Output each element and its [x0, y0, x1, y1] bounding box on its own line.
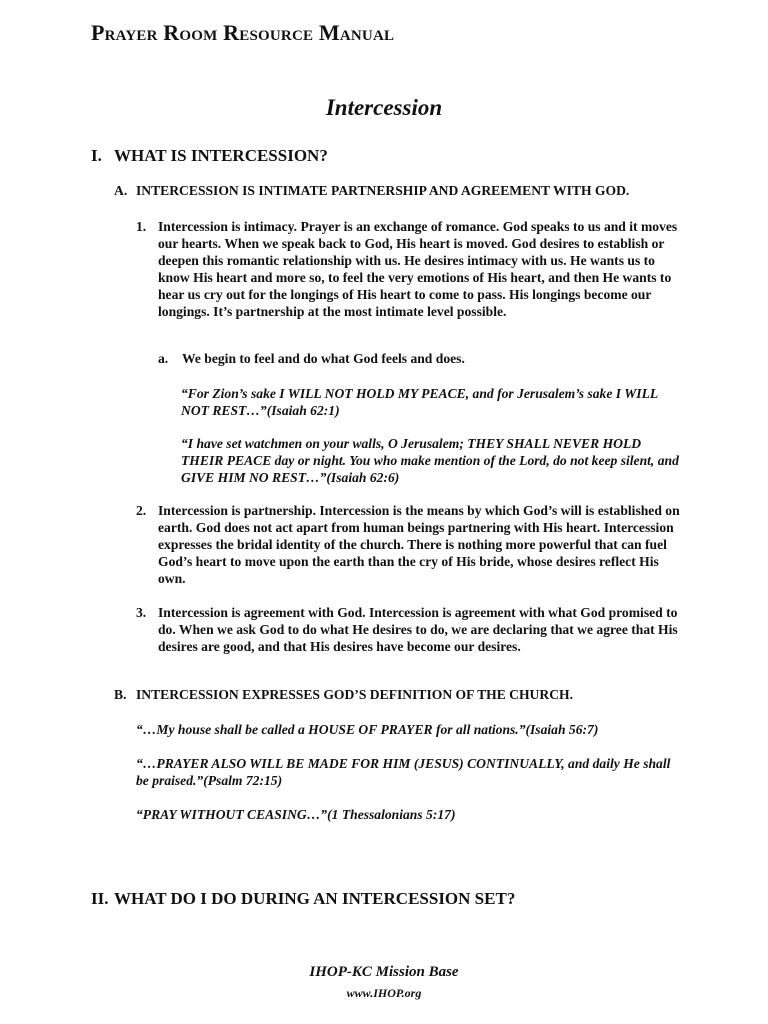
list-item-2-number: 2.	[136, 503, 147, 518]
subsection-a-heading	[114, 183, 629, 199]
list-item-1-number: 1.	[136, 219, 147, 234]
list-item-1-text: Intercession is intimacy. Prayer is an exchange of romance. God speaks to us and it moves our hearts. When we speak back to God, His heart is moved. God desires to establish or deepen this romantic relationship with us. He desires intimacy with us. He wants us to know His heart and more so, to feel the very emotions of His heart, and then He wants to hear us cry out for the longings of His heart to come to pass. His longings become our longings. It’s partnership at the most intimate level possible.	[158, 219, 678, 319]
section-2-title: WHAT DO I DO DURING AN INTERCESSION SET?	[114, 889, 516, 908]
manual-title: Prayer Room Resource Manual	[91, 20, 395, 45]
section-2-heading	[91, 889, 515, 909]
subsection-a-letter: A.	[114, 183, 128, 198]
section-1-number: I.	[91, 146, 102, 165]
list-item-2	[136, 502, 681, 587]
subsection-b-heading	[114, 687, 573, 703]
quote-isaiah-56-7: “…My house shall be called a HOUSE OF PRAYER for all nations.”(Isaiah 56:7)	[136, 722, 599, 737]
document-title: Intercession	[325, 95, 443, 120]
footer-website-link[interactable]: www.IHOP.org	[346, 986, 422, 1000]
subsection-b-title: INTERCESSION EXPRESSES GOD’S DEFINITION OF THE CHURCH.	[136, 687, 573, 702]
section-2-number: II.	[91, 889, 109, 908]
quote-isaiah-62-6: “I have set watchmen on your walls, O Jerusalem; THEY SHALL NEVER HOLD THEIR PEACE day or night. You who make mention of the Lord, do not keep silent, and GIVE HIM NO REST…”(Isaiah 62:6)	[181, 436, 679, 485]
sub-item-a-text: We begin to feel and do what God feels and does.	[182, 351, 465, 366]
list-item-2-text: Intercession is partnership. Intercession is the means by which God’s will is established on earth. God does not act apart from human beings partnering with His heart. Intercession expresses the bridal identity of the church. There is nothing more powerful that can fuel God’s heart to move upon the earth than the cry of His bride, whose desires reflect His own.	[158, 503, 680, 586]
subsection-a-title: INTERCESSION IS INTIMATE PARTNERSHIP AND AGREEMENT WITH GOD.	[136, 183, 630, 198]
sub-item-a-letter: a.	[158, 351, 169, 366]
sub-item-a	[158, 351, 465, 367]
quote-isaiah-62-1: “For Zion’s sake I WILL NOT HOLD MY PEACE, and for Jerusalem’s sake I WILL NOT REST…”(Isaiah 62:1)	[181, 386, 658, 418]
list-item-3-number: 3.	[136, 605, 147, 620]
section-1-heading	[91, 146, 328, 166]
section-1-title: WHAT IS INTERCESSION?	[114, 146, 328, 165]
list-item-3	[136, 604, 681, 655]
quote-psalm-72-15: “…PRAYER ALSO WILL BE MADE FOR HIM (JESUS) CONTINUALLY, and daily He shall be praised.”(Psalm 72:15)	[136, 756, 671, 788]
subsection-b-letter: B.	[114, 687, 127, 702]
footer-organization: IHOP-KC Mission Base	[309, 964, 459, 980]
list-item-1	[136, 218, 681, 320]
quote-1-thessalonians-5-17: “PRAY WITHOUT CEASING…”(1 Thessalonians 5:17)	[136, 807, 456, 822]
list-item-3-text: Intercession is agreement with God. Intercession is agreement with what God promised to do. When we ask God to do what He desires to do, we are declaring that we agree that His desires are good, and that His desires have become our desires.	[158, 605, 678, 654]
